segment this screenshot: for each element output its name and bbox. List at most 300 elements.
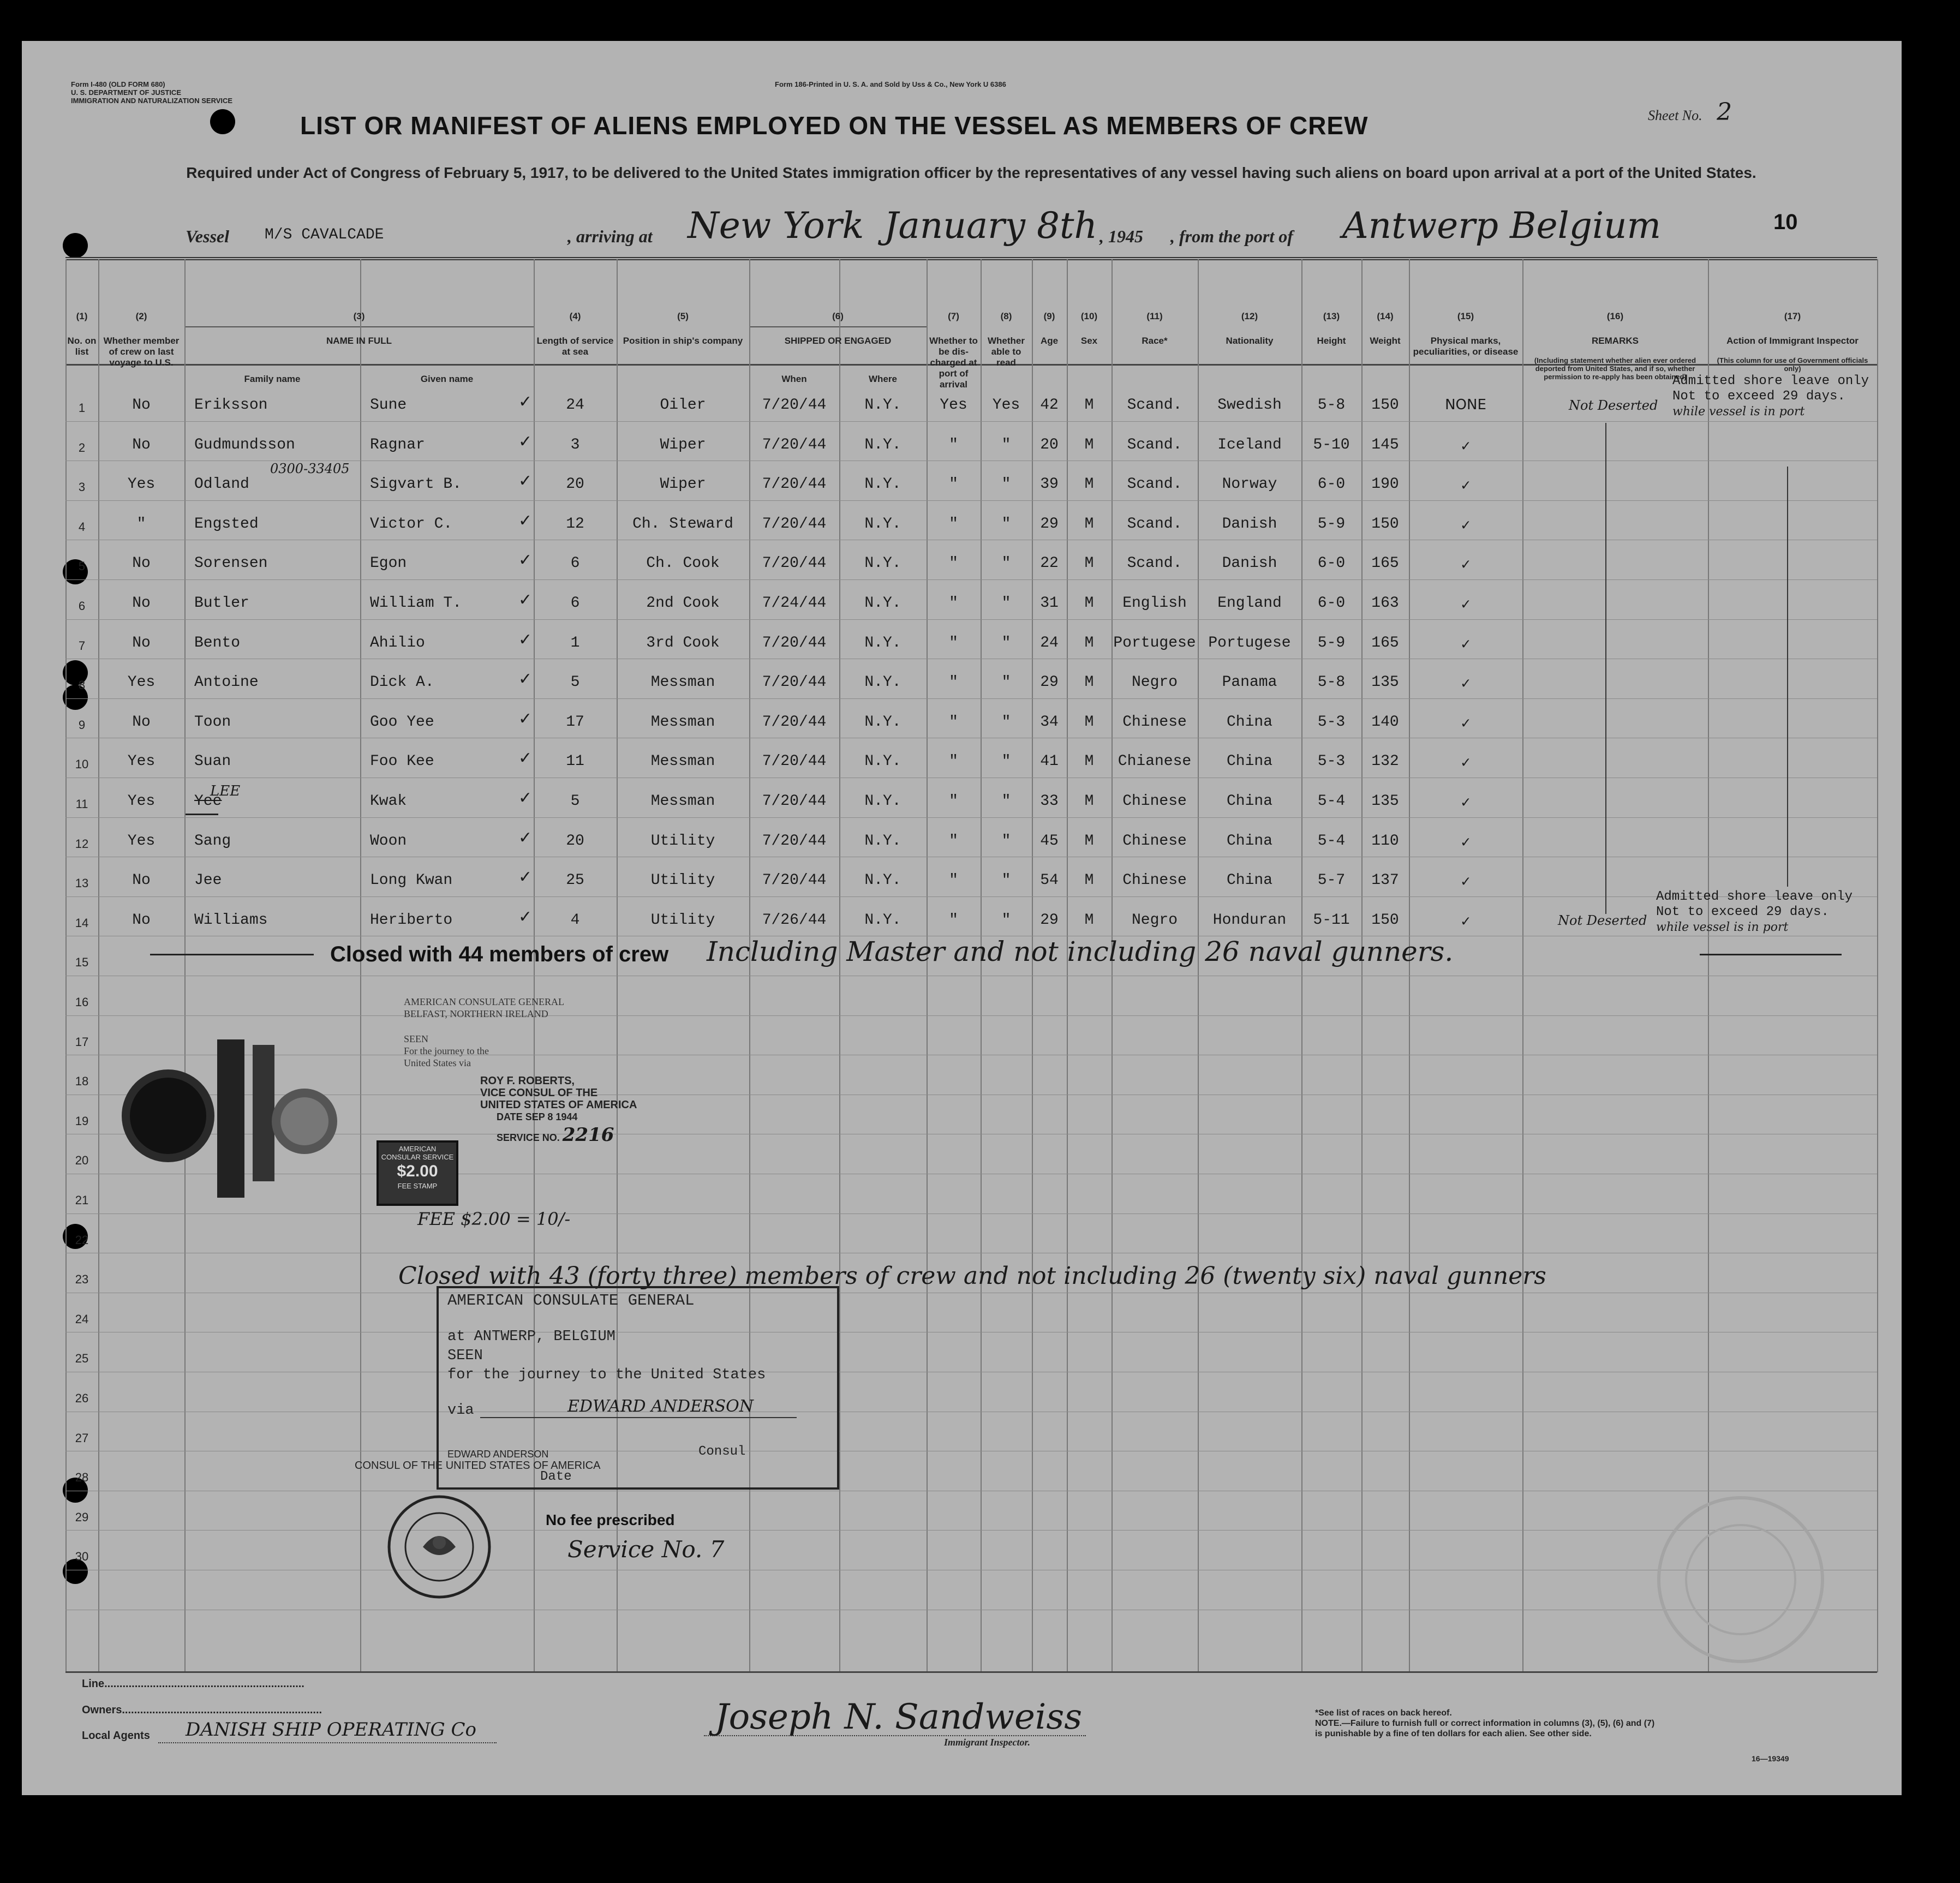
column-number: (17) bbox=[1784, 311, 1801, 321]
crew-last: Yes bbox=[127, 674, 156, 691]
crew-service: 5 bbox=[570, 674, 580, 691]
crew-age: 29 bbox=[1040, 515, 1059, 533]
column-subheader: Given name bbox=[420, 374, 474, 384]
column-number: (3) bbox=[353, 311, 365, 321]
crew-service: 20 bbox=[566, 476, 584, 493]
column-header: Whether member of crew on last voyage to U.S. bbox=[103, 336, 180, 368]
crew-given: William T. bbox=[370, 595, 462, 612]
crew-given: Long Kwan bbox=[370, 872, 453, 889]
arrival-year: , 1945 bbox=[1099, 226, 1143, 246]
crew-family: Jee bbox=[194, 872, 222, 889]
crew-sex: M bbox=[1084, 634, 1094, 651]
crew-where: N.Y. bbox=[864, 397, 901, 414]
crew-where: N.Y. bbox=[864, 595, 901, 612]
row-number: 18 bbox=[75, 1074, 89, 1089]
crew-weight: 135 bbox=[1371, 793, 1399, 810]
crew-position: Ch. Steward bbox=[632, 515, 733, 533]
antwerp-signer: EDWARD ANDERSON bbox=[447, 1449, 549, 1460]
crew-remarks: Not Deserted bbox=[1569, 398, 1658, 413]
crew-height: 5-4 bbox=[1317, 832, 1346, 850]
crew-race: English bbox=[1122, 595, 1187, 612]
column-header: Weight bbox=[1370, 336, 1401, 346]
check-mark-icon: ✓ bbox=[518, 432, 533, 451]
column-header: Position in ship's company bbox=[623, 336, 743, 346]
row-number: 17 bbox=[75, 1035, 89, 1049]
crew-read: " bbox=[1001, 634, 1011, 651]
crew-discharged: Yes bbox=[940, 397, 967, 414]
crew-discharged: " bbox=[949, 476, 958, 493]
crew-discharged: " bbox=[949, 595, 958, 612]
antwerp-consul-of: CONSUL OF THE UNITED STATES OF AMERICA bbox=[355, 1460, 601, 1472]
crew-weight: 165 bbox=[1371, 634, 1399, 651]
belfast-date: DATE SEP 8 1944 bbox=[497, 1111, 578, 1122]
crew-marks: ✓ bbox=[1461, 557, 1471, 575]
crew-last: No bbox=[132, 911, 151, 929]
check-mark-icon: ✓ bbox=[518, 630, 533, 649]
row-rule bbox=[65, 1530, 1877, 1531]
crew-where: N.Y. bbox=[864, 476, 901, 493]
crew-read: " bbox=[1001, 832, 1011, 850]
crew-family: Suan bbox=[194, 753, 231, 770]
crew-when: 7/20/44 bbox=[762, 436, 827, 453]
crew-race: Chianese bbox=[1118, 753, 1192, 770]
crew-where: N.Y. bbox=[864, 634, 901, 651]
crew-when: 7/20/44 bbox=[762, 555, 827, 572]
crew-marks: ✓ bbox=[1461, 438, 1471, 456]
crew-remarks: Not Deserted bbox=[1558, 912, 1647, 928]
crew-height: 5-8 bbox=[1317, 397, 1346, 414]
crew-age: 24 bbox=[1040, 634, 1059, 651]
lee-correction: LEE bbox=[210, 783, 241, 799]
check-mark-icon: ✓ bbox=[518, 828, 533, 847]
crew-given: Woon bbox=[370, 832, 407, 850]
crew-race: Negro bbox=[1131, 674, 1178, 691]
crew-where: N.Y. bbox=[864, 515, 901, 533]
crew-nationality: Swedish bbox=[1217, 397, 1282, 414]
crew-discharged: " bbox=[949, 674, 958, 691]
row-number: 25 bbox=[75, 1352, 89, 1366]
crew-when: 7/20/44 bbox=[762, 753, 827, 770]
agents-rule bbox=[158, 1742, 497, 1743]
row-number: 29 bbox=[75, 1510, 89, 1524]
antwerp-line-2: at ANTWERP, BELGIUM bbox=[447, 1329, 616, 1345]
column-header: Whether to be dis-charged at port of arrival bbox=[929, 336, 978, 390]
crew-nationality: Honduran bbox=[1212, 911, 1287, 929]
crew-position: Utility bbox=[650, 872, 715, 889]
column-number: (6) bbox=[832, 311, 844, 321]
row-number: 6 bbox=[78, 599, 86, 613]
crew-position: Ch. Cook bbox=[646, 555, 720, 572]
crew-last: No bbox=[132, 397, 151, 414]
yee-strikethrough bbox=[186, 814, 218, 815]
faint-embossed-seal-icon bbox=[1653, 1492, 1828, 1667]
crew-position: Wiper bbox=[660, 476, 706, 493]
crew-given: Kwak bbox=[370, 793, 407, 810]
check-mark-icon: ✓ bbox=[518, 749, 533, 768]
action-bracket-line bbox=[1787, 467, 1788, 887]
row-number: 14 bbox=[75, 916, 89, 930]
check-mark-icon: ✓ bbox=[518, 868, 533, 887]
closed-with-line: Closed with 44 members of crew bbox=[330, 942, 669, 966]
crew-discharged: " bbox=[949, 753, 958, 770]
crew-discharged: " bbox=[949, 911, 958, 929]
row-number: 2 bbox=[78, 440, 86, 455]
crew-weight: 137 bbox=[1371, 872, 1399, 889]
crew-sex: M bbox=[1084, 793, 1094, 810]
check-mark-icon: ✓ bbox=[518, 471, 533, 491]
antwerp-line-3: SEEN bbox=[447, 1348, 483, 1364]
revenue-stamp: AMERICAN CONSULAR SERVICE $2.00 FEE STAMP bbox=[377, 1140, 458, 1206]
crew-last: Yes bbox=[127, 476, 156, 493]
crew-last: " bbox=[136, 515, 146, 533]
remarks-bracket-line bbox=[1605, 423, 1606, 914]
row-number: 10 bbox=[75, 757, 89, 772]
check-mark-icon: ✓ bbox=[518, 511, 533, 530]
antwerp-consul: Consul bbox=[698, 1444, 746, 1459]
column-header: Length of service at sea bbox=[536, 336, 614, 357]
crew-when: 7/26/44 bbox=[762, 911, 827, 929]
column-divider bbox=[184, 259, 186, 1672]
belfast-service: SERVICE NO. 2216 bbox=[497, 1124, 614, 1146]
crew-weight: 145 bbox=[1371, 436, 1399, 453]
crew-service: 1 bbox=[570, 634, 580, 651]
column-header: No. on list bbox=[67, 336, 97, 357]
crew-race: Scand. bbox=[1127, 397, 1182, 414]
crew-height: 6-0 bbox=[1317, 476, 1346, 493]
row-number: 8 bbox=[78, 678, 86, 692]
belfast-stamp-text: AMERICAN CONSULATE GENERAL BELFAST, NORTHERN IRELAND SEEN For the journey to the United States via bbox=[404, 996, 564, 1068]
crew-family: Gudmundsson bbox=[194, 436, 295, 453]
crew-nationality: China bbox=[1226, 872, 1272, 889]
crew-position: Messman bbox=[650, 793, 715, 810]
crew-family: Williams bbox=[194, 911, 268, 929]
crew-service: 6 bbox=[570, 555, 580, 572]
crew-nationality: England bbox=[1217, 595, 1282, 612]
footer-rule bbox=[65, 1671, 1877, 1673]
crew-service: 20 bbox=[566, 832, 584, 850]
crew-service: 6 bbox=[570, 595, 580, 612]
crew-family: Yee bbox=[194, 793, 222, 810]
crew-race: Chinese bbox=[1122, 793, 1187, 810]
column-number: (13) bbox=[1323, 311, 1340, 321]
crew-read: " bbox=[1001, 793, 1011, 810]
crew-read: " bbox=[1001, 872, 1011, 889]
row-number: 19 bbox=[75, 1114, 89, 1128]
crew-when: 7/20/44 bbox=[762, 713, 827, 731]
crew-sex: M bbox=[1084, 397, 1094, 414]
crew-given: Sigvart B. bbox=[370, 476, 462, 493]
column-subheader: Where bbox=[869, 374, 897, 384]
crew-weight: 140 bbox=[1371, 713, 1399, 731]
column-number: (14) bbox=[1377, 311, 1394, 321]
row-number: 21 bbox=[75, 1193, 89, 1207]
crew-when: 7/24/44 bbox=[762, 595, 827, 612]
crew-race: Scand. bbox=[1127, 476, 1182, 493]
crew-height: 5-7 bbox=[1317, 872, 1346, 889]
shipped-subheader-rule bbox=[749, 326, 927, 327]
crew-sex: M bbox=[1084, 872, 1094, 889]
crew-height: 5-9 bbox=[1317, 634, 1346, 651]
crew-position: Messman bbox=[650, 674, 715, 691]
crew-position: 2nd Cook bbox=[646, 595, 720, 612]
crew-age: 20 bbox=[1040, 436, 1059, 453]
crew-read: " bbox=[1001, 436, 1011, 453]
crew-read: " bbox=[1001, 674, 1011, 691]
row-rule bbox=[65, 421, 1877, 422]
crew-position: Utility bbox=[650, 911, 715, 929]
crew-when: 7/20/44 bbox=[762, 793, 827, 810]
crew-service: 24 bbox=[566, 397, 584, 414]
crew-age: 34 bbox=[1040, 713, 1059, 731]
crew-race: Chinese bbox=[1122, 872, 1187, 889]
column-header: Sex bbox=[1080, 336, 1098, 346]
crew-marks: ✓ bbox=[1461, 795, 1471, 812]
closed-rule-left bbox=[150, 954, 314, 955]
crew-race: Chinese bbox=[1122, 832, 1187, 850]
crew-age: 45 bbox=[1040, 832, 1059, 850]
crew-where: N.Y. bbox=[864, 872, 901, 889]
crew-service: 5 bbox=[570, 793, 580, 810]
agents-value: DANISH SHIP OPERATING Co bbox=[186, 1719, 476, 1741]
crew-position: 3rd Cook bbox=[646, 634, 720, 651]
crew-age: 39 bbox=[1040, 476, 1059, 493]
antwerp-signature-rule bbox=[480, 1417, 797, 1418]
crew-service: 25 bbox=[566, 872, 584, 889]
crew-last: No bbox=[132, 595, 151, 612]
crew-family: Eriksson bbox=[194, 397, 268, 414]
crew-sex: M bbox=[1084, 555, 1094, 572]
stamp-number: 10 bbox=[1773, 210, 1798, 234]
crew-discharged: " bbox=[949, 515, 958, 533]
crew-marks: ✓ bbox=[1461, 676, 1471, 694]
row-number: 9 bbox=[78, 718, 86, 732]
crew-sex: M bbox=[1084, 674, 1094, 691]
column-header: Physical marks, peculiarities, or disease bbox=[1413, 336, 1519, 357]
vessel-name: M/S CAVALCADE bbox=[265, 226, 384, 243]
crew-weight: 110 bbox=[1371, 832, 1399, 850]
crew-position: Wiper bbox=[660, 436, 706, 453]
crew-marks: ✓ bbox=[1461, 715, 1471, 733]
crew-given: Goo Yee bbox=[370, 713, 434, 731]
crew-height: 6-0 bbox=[1317, 595, 1346, 612]
crew-family: Bento bbox=[194, 634, 241, 651]
no-fee-prescribed: No fee prescribed bbox=[546, 1511, 675, 1528]
crew-age: 33 bbox=[1040, 793, 1059, 810]
column-subheader: Family name bbox=[244, 374, 301, 384]
row-number: 12 bbox=[75, 836, 89, 851]
crew-service: 11 bbox=[566, 753, 584, 770]
crew-marks: ✓ bbox=[1461, 913, 1471, 931]
column-header: NAME IN FULL bbox=[326, 336, 392, 346]
crew-race: Scand. bbox=[1127, 436, 1182, 453]
crew-marks: NONE bbox=[1445, 397, 1486, 413]
crew-age: 31 bbox=[1040, 595, 1059, 612]
column-divider bbox=[1522, 259, 1523, 1672]
crew-nationality: Portugese bbox=[1208, 634, 1291, 651]
crew-age: 54 bbox=[1040, 872, 1059, 889]
column-number: (2) bbox=[135, 311, 147, 321]
crew-where: N.Y. bbox=[864, 436, 901, 453]
crew-marks: ✓ bbox=[1461, 597, 1471, 614]
row-number: 27 bbox=[75, 1431, 89, 1445]
crew-discharged: " bbox=[949, 713, 958, 731]
crew-when: 7/20/44 bbox=[762, 515, 827, 533]
crew-marks: ✓ bbox=[1461, 636, 1471, 654]
check-mark-icon: ✓ bbox=[518, 788, 533, 808]
page-title: LIST OR MANIFEST OF ALIENS EMPLOYED ON THE VESSEL AS MEMBERS OF CREW bbox=[300, 111, 1369, 140]
admitted-note-top: Admitted shore leave only Not to exceed 29 days. while vessel is in port bbox=[1672, 374, 1869, 419]
crew-family: Sang bbox=[194, 832, 231, 850]
crew-age: 29 bbox=[1040, 911, 1059, 929]
antwerp-line-1: AMERICAN CONSULATE GENERAL bbox=[447, 1292, 695, 1310]
row-number: 28 bbox=[75, 1470, 89, 1485]
crew-height: 5-11 bbox=[1313, 911, 1350, 929]
crew-where: N.Y. bbox=[864, 753, 901, 770]
check-mark-icon: ✓ bbox=[518, 392, 533, 411]
column-header: SHIPPED OR ENGAGED bbox=[784, 336, 892, 346]
crew-marks: ✓ bbox=[1461, 478, 1471, 495]
crew-when: 7/20/44 bbox=[762, 397, 827, 414]
crew-read: " bbox=[1001, 515, 1011, 533]
crew-last: No bbox=[132, 872, 151, 889]
crew-weight: 132 bbox=[1371, 753, 1399, 770]
crew-given: Sune bbox=[370, 397, 407, 414]
crew-family: Engsted bbox=[194, 515, 259, 533]
column-header: Action of Immigrant Inspector bbox=[1726, 336, 1859, 346]
manifest-sheet bbox=[22, 41, 1902, 1795]
closed-rule-right bbox=[1700, 954, 1842, 955]
crew-given: Ragnar bbox=[370, 436, 425, 453]
anderson-signature: EDWARD ANDERSON bbox=[567, 1397, 754, 1416]
footer-notes: *See list of races on back hereof. NOTE.—Failure to furnish full or correct information in columns (3), (5), (6) and (7) is punishable by a fine of ten dollars for each alien. See other side. bbox=[1315, 1708, 1655, 1738]
column-header: Nationality bbox=[1226, 336, 1274, 346]
crew-age: 41 bbox=[1040, 753, 1059, 770]
crew-nationality: Iceland bbox=[1217, 436, 1282, 453]
crew-last: Yes bbox=[127, 832, 156, 850]
column-number: (8) bbox=[1000, 311, 1012, 321]
crew-weight: 165 bbox=[1371, 555, 1399, 572]
column-number: (12) bbox=[1241, 311, 1258, 321]
row-rule bbox=[65, 1015, 1877, 1016]
crew-age: 29 bbox=[1040, 674, 1059, 691]
crew-sex: M bbox=[1084, 753, 1094, 770]
crew-weight: 190 bbox=[1371, 476, 1399, 493]
crew-read: " bbox=[1001, 595, 1011, 612]
odland-number: 0300-33405 bbox=[270, 461, 350, 476]
crew-age: 42 bbox=[1040, 397, 1059, 414]
name-subheader-rule bbox=[184, 326, 534, 327]
crew-sex: M bbox=[1084, 713, 1094, 731]
column-number: (1) bbox=[76, 311, 88, 321]
crew-service: 12 bbox=[566, 515, 584, 533]
crew-age: 22 bbox=[1040, 555, 1059, 572]
crew-marks: ✓ bbox=[1461, 874, 1471, 892]
crew-family: Sorensen bbox=[194, 555, 268, 572]
check-mark-icon: ✓ bbox=[518, 709, 533, 728]
crew-given: Foo Kee bbox=[370, 753, 434, 770]
crew-sex: M bbox=[1084, 515, 1094, 533]
table-top-rule bbox=[65, 257, 1877, 260]
antwerp-line-4: for the journey to the United States bbox=[447, 1367, 766, 1383]
column-number: (5) bbox=[677, 311, 689, 321]
crew-discharged: " bbox=[949, 436, 958, 453]
crew-when: 7/20/44 bbox=[762, 476, 827, 493]
crew-where: N.Y. bbox=[864, 832, 901, 850]
crew-position: Oiler bbox=[660, 397, 706, 414]
crew-position: Messman bbox=[650, 713, 715, 731]
crew-nationality: China bbox=[1226, 713, 1272, 731]
service-number: Service No. 7 bbox=[567, 1536, 725, 1563]
row-number: 15 bbox=[75, 955, 89, 970]
agents-label: Local Agents bbox=[82, 1730, 150, 1742]
crew-read: " bbox=[1001, 476, 1011, 493]
crew-weight: 150 bbox=[1371, 911, 1399, 929]
row-number: 23 bbox=[75, 1272, 89, 1287]
check-mark-icon: ✓ bbox=[518, 590, 533, 609]
column-header: Race* bbox=[1142, 336, 1168, 346]
crew-last: Yes bbox=[127, 793, 156, 810]
crew-height: 5-10 bbox=[1313, 436, 1350, 453]
crew-height: 5-8 bbox=[1317, 674, 1346, 691]
column-header: Whether able to read bbox=[988, 336, 1025, 368]
inspector-signature: Joseph N. Sandweiss bbox=[715, 1697, 1083, 1737]
check-mark-icon: ✓ bbox=[518, 669, 533, 689]
crew-read: " bbox=[1001, 713, 1011, 731]
punch-hole bbox=[210, 109, 235, 134]
row-number: 4 bbox=[78, 519, 86, 534]
crew-nationality: Danish bbox=[1222, 555, 1277, 572]
column-number: (4) bbox=[569, 311, 581, 321]
crew-read: " bbox=[1001, 911, 1011, 929]
crew-race: Negro bbox=[1131, 911, 1178, 929]
crew-marks: ✓ bbox=[1461, 755, 1471, 773]
crew-discharged: " bbox=[949, 872, 958, 889]
crew-sex: M bbox=[1084, 832, 1094, 850]
crew-marks: ✓ bbox=[1461, 517, 1471, 535]
crew-height: 5-3 bbox=[1317, 713, 1346, 731]
crew-height: 5-3 bbox=[1317, 753, 1346, 770]
crew-sex: M bbox=[1084, 476, 1094, 493]
crew-position: Utility bbox=[650, 832, 715, 850]
crew-service: 17 bbox=[566, 713, 584, 731]
column-note: (This column for use of Government officials only) bbox=[1717, 356, 1868, 373]
crew-read: Yes bbox=[992, 397, 1020, 414]
arrival-date: January 8th bbox=[884, 205, 1098, 247]
crew-sex: M bbox=[1084, 595, 1094, 612]
fee-note: FEE $2.00 = 10/- bbox=[417, 1209, 571, 1229]
row-number: 20 bbox=[75, 1153, 89, 1168]
crew-sex: M bbox=[1084, 436, 1094, 453]
column-number: (10) bbox=[1080, 311, 1098, 321]
crew-service: 3 bbox=[570, 436, 580, 453]
row-number: 26 bbox=[75, 1391, 89, 1405]
form-id: Form I-480 (OLD FORM 680) U. S. DEPARTMENT OF JUSTICE IMMIGRATION AND NATURALIZATION SERVICE bbox=[71, 80, 233, 105]
column-subheader: When bbox=[781, 374, 807, 384]
check-mark-icon: ✓ bbox=[518, 907, 533, 926]
column-number: (9) bbox=[1043, 311, 1055, 321]
crew-discharged: " bbox=[949, 793, 958, 810]
crew-given: Dick A. bbox=[370, 674, 434, 691]
form-code: 16—19349 bbox=[1752, 1754, 1789, 1763]
required-statement: Required under Act of Congress of February 5, 1917, to be delivered to the United States immigration officer by the representatives of any vessel having such aliens on board upon arrival at a port of the United States. bbox=[186, 164, 1756, 181]
crew-nationality: Danish bbox=[1222, 515, 1277, 533]
column-header: Height bbox=[1317, 336, 1346, 346]
crew-family: Toon bbox=[194, 713, 231, 731]
crew-weight: 150 bbox=[1371, 397, 1399, 414]
row-number: 22 bbox=[75, 1233, 89, 1247]
sheet-number: Sheet No. 2 bbox=[1648, 98, 1732, 126]
admitted-note-bottom: Admitted shore leave only Not to exceed 29 days. while vessel is in port bbox=[1656, 889, 1853, 934]
